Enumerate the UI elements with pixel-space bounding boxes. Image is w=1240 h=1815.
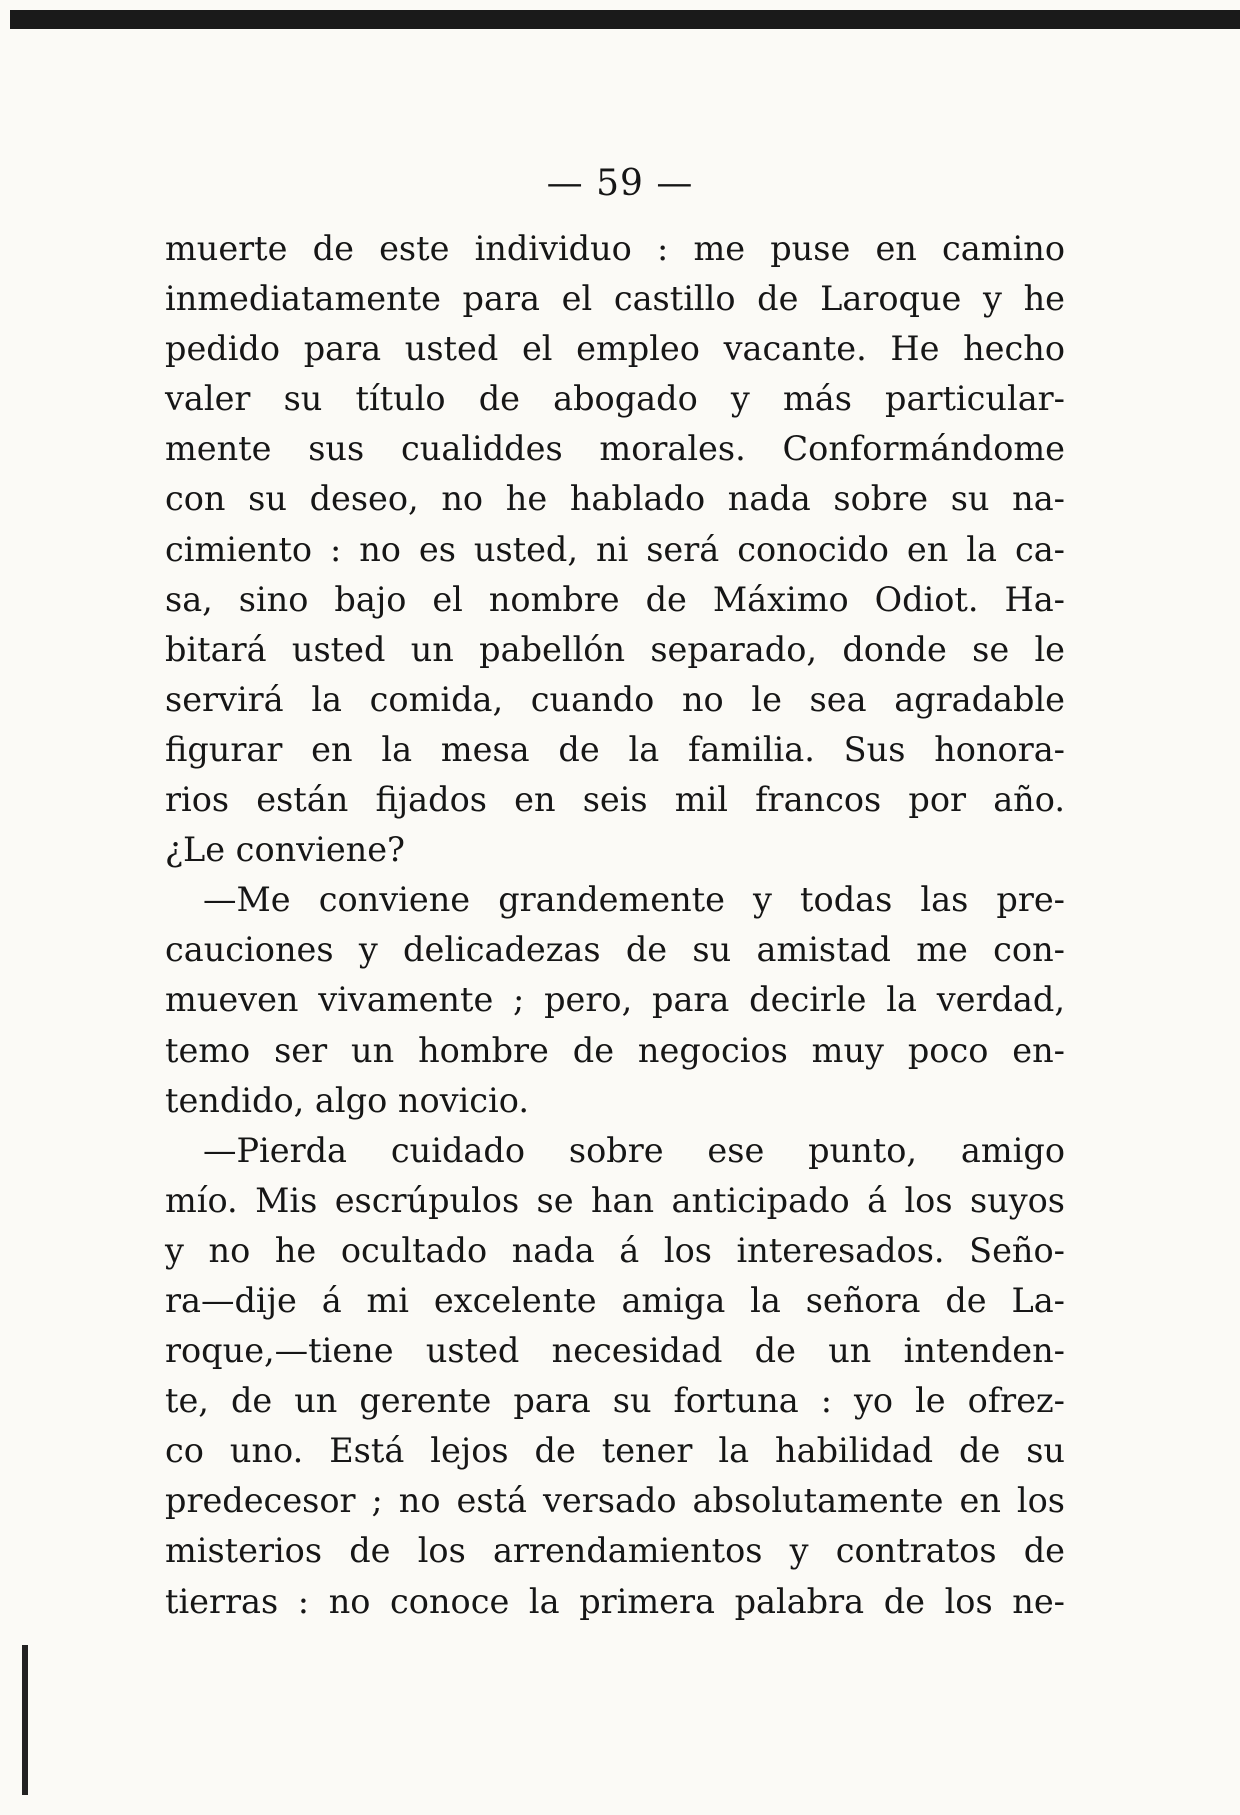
scan-edge-mark: [22, 1645, 28, 1795]
text-line: mueven vivamente ; pero, para decirle la verdad,: [165, 980, 1065, 1020]
text-line: —Pierda cuidado sobre ese punto, amigo: [203, 1130, 1065, 1170]
text-line: misterios de los arrendamientos y contratos de: [165, 1531, 1065, 1571]
text-line: te, de un gerente para su fortuna : yo le ofrez-: [165, 1381, 1065, 1421]
text-line: muerte de este individuo : me puse en camino: [165, 229, 1065, 268]
text-line: y no he ocultado nada á los interesados. Seño-: [165, 1230, 1065, 1270]
text-line: figurar en la mesa de la familia. Sus honora-: [165, 729, 1065, 769]
page-number: — 59 —: [546, 163, 694, 204]
text-line: rios están fijados en seis mil francos por año.: [165, 780, 1065, 820]
text-line: tierras : no conoce la primera palabra de los ne-: [165, 1581, 1065, 1621]
text-line: sa, sino bajo el nombre de Máximo Odiot. Ha-: [165, 579, 1065, 619]
text-line: ra—dije á mi excelente amiga la señora de La-: [165, 1280, 1065, 1320]
text-line: bitará usted un pabellón separado, donde se le: [165, 629, 1065, 669]
text-line: co uno. Está lejos de tener la habilidad de su: [165, 1431, 1065, 1471]
text-line: con su deseo, no he hablado nada sobre su na-: [165, 479, 1065, 519]
text-line: pedido para usted el empleo vacante. He hecho: [165, 329, 1065, 369]
text-line: valer su título de abogado y más particular-: [165, 379, 1065, 419]
text-line: servirá la comida, cuando no le sea agradable: [165, 679, 1065, 719]
text-line: cimiento : no es usted, ni será conocido en la ca-: [165, 529, 1065, 569]
text-line: —Me conviene grandemente y todas las pre-: [203, 880, 1065, 920]
top-border-rule: [10, 10, 1240, 29]
text-line: mente sus cualiddes morales. Conformándome: [165, 429, 1065, 469]
text-line: roque,—tiene usted necesidad de un intenden-: [165, 1331, 1065, 1371]
body-text: [165, 224, 1065, 1627]
text-line: ¿Le conviene?: [165, 830, 406, 870]
text-line: predecesor ; no está versado absolutamente en los: [165, 1481, 1065, 1521]
text-line: temo ser un hombre de negocios muy poco en-: [165, 1030, 1065, 1070]
text-line: mío. Mis escrúpulos se han anticipado á los suyos: [165, 1180, 1065, 1220]
text-line: tendido, algo novicio.: [165, 1080, 529, 1120]
text-line: cauciones y delicadezas de su amistad me con-: [165, 930, 1065, 970]
text-line: inmediatamente para el castillo de Laroque y he: [165, 279, 1065, 319]
